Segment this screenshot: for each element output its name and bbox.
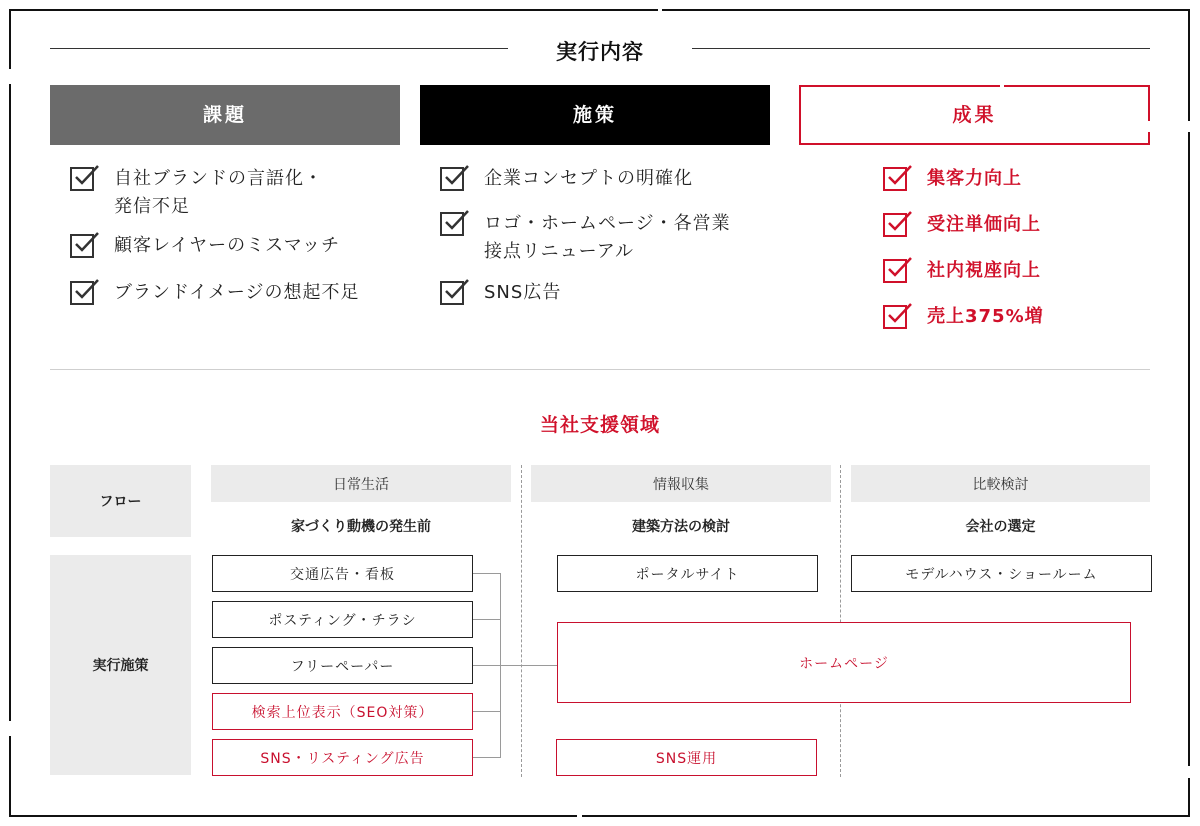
frame-left-bottom: [9, 736, 11, 817]
support-title: 当社支援領域: [539, 414, 660, 436]
homepage-node: ホームページ: [557, 622, 1131, 703]
checkbox-icon: [440, 163, 470, 191]
issue-item-label: ブランドイメージの想起不足: [114, 282, 360, 303]
stage-daily-life: 日常生活: [211, 465, 511, 502]
issue-item-label: 顧客レイヤーのミスマッチ: [114, 235, 341, 256]
title-rule-right: [692, 48, 1150, 49]
result-item-label: 売上375%増: [927, 306, 1044, 327]
issue-item: [70, 165, 323, 221]
checkbox-icon: [883, 301, 913, 329]
issue-item-label: 自社ブランドの言語化・ 発信不足: [114, 168, 323, 217]
measure-node: 交通広告・看板: [212, 555, 473, 592]
stage-info-gathering-sub: 建築方法の検討: [632, 519, 730, 535]
connector-line: [473, 665, 557, 666]
measure-item-label: 企業コンセプトの明確化: [484, 168, 693, 189]
stage-comparison: 比較検討: [851, 465, 1150, 502]
issue-item: [70, 279, 360, 307]
result-item-label: 受注単価向上: [927, 214, 1041, 235]
issue-item: [70, 232, 340, 260]
checkbox-icon: [70, 230, 100, 258]
measure-item: [440, 165, 693, 193]
frame-left-mid: [9, 84, 11, 721]
checkbox-icon: [883, 163, 913, 191]
checkbox-icon: [70, 163, 100, 191]
stage-separator: [840, 465, 841, 777]
measure-node: SNS・リスティング広告: [212, 739, 473, 776]
results-header-gap-top: [1000, 84, 1004, 87]
checkbox-icon: [883, 255, 913, 283]
connector-line: [473, 711, 501, 712]
frame-top-right: [662, 9, 1190, 11]
checkbox-icon: [440, 208, 470, 236]
measure-item: [440, 279, 561, 307]
model-house-node: モデルハウス・ショールーム: [851, 555, 1152, 592]
frame-bottom-right: [582, 815, 1190, 817]
result-item: [883, 211, 1041, 239]
section-divider: [50, 369, 1150, 370]
sns-operation-node: SNS運用: [556, 739, 817, 776]
page-title: 実行内容: [556, 40, 644, 64]
stage-comparison-sub: 会社の選定: [965, 519, 1036, 535]
connector-line: [473, 757, 501, 758]
measure-item-label: ロゴ・ホームページ・各営業 接点リニューアル: [484, 213, 731, 262]
flow-label: フロー: [50, 465, 191, 537]
connector-line: [473, 573, 501, 574]
frame-top-left: [10, 9, 658, 11]
checkbox-icon: [440, 277, 470, 305]
measure-item-label: SNS広告: [484, 282, 562, 303]
stage-separator: [521, 465, 522, 777]
checkbox-icon: [883, 209, 913, 237]
exec-label: 実行施策: [50, 555, 191, 775]
result-item: [883, 165, 1022, 193]
result-item-label: 集客力向上: [927, 168, 1022, 189]
stage-info-gathering: 情報収集: [531, 465, 831, 502]
measures-header: 施策: [420, 85, 770, 145]
measure-item: [440, 210, 731, 266]
stage-daily-life-sub: 家づくり動機の発生前: [291, 519, 431, 535]
result-item: [883, 303, 1044, 331]
frame-right-mid: [1188, 132, 1190, 766]
measure-node: ポスティング・チラシ: [212, 601, 473, 638]
measure-node: フリーペーパー: [212, 647, 473, 684]
result-item-label: 社内視座向上: [927, 260, 1041, 281]
frame-bottom-left: [9, 815, 577, 817]
measure-node: 検索上位表示（SEO対策）: [212, 693, 473, 730]
results-header-gap-right: [1147, 121, 1151, 132]
checkbox-icon: [70, 277, 100, 305]
connector-line: [473, 619, 501, 620]
results-header: 成果: [799, 85, 1150, 145]
connector-line: [500, 573, 501, 758]
issues-header: 課題: [50, 85, 400, 145]
frame-right-bottom: [1188, 778, 1190, 817]
result-item: [883, 257, 1041, 285]
portal-site-node: ポータルサイト: [557, 555, 818, 592]
